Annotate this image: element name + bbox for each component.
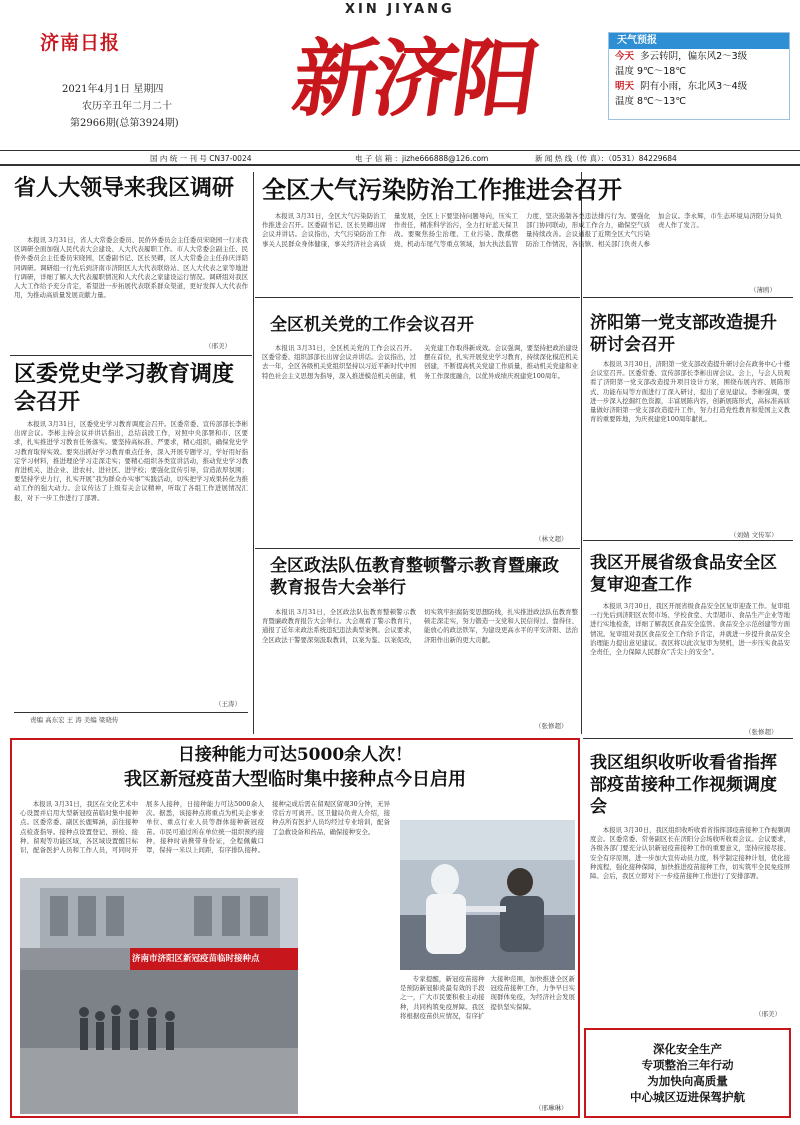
hotline: 新 闻 热 线（传 真）：（0531）84229684 xyxy=(535,154,677,163)
lead-headline: 全区大气污染防治工作推进会召开 xyxy=(262,175,622,204)
byline: （王涛） xyxy=(215,700,241,708)
teaser-line: 中心城区迈进保驾护航 xyxy=(630,1090,745,1104)
cn-number: 国 内 统 一 刊 号 CN37-0024 xyxy=(150,154,252,163)
weather-box xyxy=(608,32,790,120)
lead-body: 本报讯 3月31日，全区大气污染防治工作推进会召开。区委副书记、区长吴卿出席会议并讲话。会议指出，大气污染防治工作事关人民群众身体健康，事关经济社会高质量发展，全区上下要坚持问题导向，压实工作责任，精准科学治污，全力打好蓝天保卫战。要聚焦扬尘治理、工业污染、散煤燃烧、机动车尾气等重点领域，加大执法监管力度，坚决遏制各类违法排污行为。要强化部门协同联动，形成工作合力，确保空气质量持续改善。会议通报了近期全区大气污染防治工作情况，各街镇、相关部门负责人参加会议。李永辉，市生态环境局济阳分局负责人作了发言。 xyxy=(262,212,782,248)
teaser-line: 为加快向高质量 xyxy=(647,1074,728,1088)
teaser-box[interactable] xyxy=(584,1028,791,1118)
article-body-branch: 本报讯 3月30日，济阳第一党支部改造提升研讨会在政务中心十楼会议室召开。区委常委、宣传部部长李彬出席会议。会上，与会人员观看了济阳第一党支部改造提升项目设计方案，围绕布展内容、展陈形式、功能布局等方面进行了深入研讨，提出了意见建议。李彬强调，要进一步深入挖掘红色资源，丰富展陈内容，创新展陈形式，高标准高质量做好济阳第一党支部改造提升工作，努力打造党性教育和爱国主义教育的重要阵地，为庆祝建党100周年献礼。 xyxy=(590,360,790,424)
issue-date: 2021年4月1日 星期四 xyxy=(62,84,164,95)
divider xyxy=(10,355,252,356)
feature-title-1: 日接种能力可达5000余人次！ xyxy=(177,745,413,765)
editors-credit: 责编 高东宏 王 涛 美编 梁晓传 xyxy=(30,716,119,724)
article-title-organs: 全区机关党的工作会议召开 xyxy=(270,315,474,335)
article-body-vaccine-meeting: 本报讯 3月30日，我区组织收听收看省指挥部疫苗接种工作视频调度会。区委常委、常务副区长在济阳分会场收听收看会议。会议要求，各级各部门要充分认识新冠疫苗接种工作的重要意义，坚持应接尽接、安全有序原则，进一步加大宣传动员力度，科学制定接种计划，优化接种流程，强化接种保障，加快推进疫苗接种工作，切实筑牢全民免疫屏障。会后，我区立即对下一步疫苗接种工作进行了安排部署。 xyxy=(590,826,790,881)
tomorrow-desc: 阴有小雨，东北风3～4级 xyxy=(640,81,748,92)
divider xyxy=(255,297,580,298)
byline: （林文超） xyxy=(535,535,568,543)
today-label: 今天 xyxy=(615,51,635,62)
divider xyxy=(255,548,580,549)
logo-small: 济南日报 xyxy=(40,32,121,54)
email: 电 子 信 箱 ：jizhe666888@126.com xyxy=(355,154,489,163)
weather-tomorrow xyxy=(609,79,789,94)
byline: （薄鸥） xyxy=(750,286,776,294)
byline: （张修超） xyxy=(745,728,778,736)
weather-tomorrow-temp: 温度 8℃～13℃ xyxy=(615,96,686,107)
tomorrow-label: 明天 xyxy=(615,81,635,92)
weather-today xyxy=(609,49,789,64)
column-rule xyxy=(253,172,254,734)
photo-vaccination-illustration xyxy=(400,820,575,970)
divider xyxy=(14,712,248,713)
article-title-party-history: 区委党史学习教育调度会召开 xyxy=(14,361,235,415)
article-title-vaccine-meeting: 我区组织收听收看省指挥部疫苗接种工作视频调度会 xyxy=(590,753,777,817)
feature-title-2: 我区新冠疫苗大型临时集中接种点今日启用 xyxy=(124,769,466,790)
masthead-title: 新济阳 xyxy=(287,28,542,128)
article-body-food: 本报讯 3月30日，我区开展省级食品安全区复审迎查工作。复审组一行先后到济阳区农贸市场、学校食堂、大型超市、食品生产企业等地进行实地检查，详细了解我区食品安全监管、食品安全示范创建等方面情况。复审组对我区食品安全工作给予肯定，并就进一步提升食品安全治理能力提出意见建议。我区将以此次复审为契机，进一步压实食品安全责任，全力保障人民群众“舌尖上的安全”。 xyxy=(590,602,790,657)
today-desc: 多云转阴，偏东风2～3级 xyxy=(640,51,748,62)
photo-vaccination xyxy=(400,820,575,970)
photo-site-illustration xyxy=(20,878,298,1114)
feature-body-2: 专家提醒，新冠疫苗接种是预防新冠肺炎最有效的手段之一，广大市民要积极主动接种，共同构筑免疫屏障。我区将根据疫苗供应情况，有序扩大接种范围，加快推进全区新冠疫苗接种工作，力争早日实现群体免疫，为经济社会发展提供坚实保障。 xyxy=(400,975,575,1020)
byline: （邢琳琳） xyxy=(535,1104,568,1112)
article-title-law: 全区政法队伍教育整顿警示教育暨廉政教育报告大会举行 xyxy=(270,556,559,598)
info-bar xyxy=(0,150,800,166)
teaser-line: 专项整治三年行动 xyxy=(641,1058,734,1072)
byline: （邢美） xyxy=(755,1010,781,1018)
lunar-date: 农历辛丑年二月二十 xyxy=(82,101,172,112)
photo-site xyxy=(20,878,298,1114)
issue-number: 第2966期(总第3924期) xyxy=(70,118,179,129)
byline: （邢美） xyxy=(205,342,231,350)
byline: （张修超） xyxy=(535,722,568,730)
article-title-npc: 省人大领导来我区调研 xyxy=(14,175,235,201)
article-title-branch: 济阳第一党支部改造提升研讨会召开 xyxy=(590,313,777,355)
feature-body: 本报讯 3月31日，我区在文化艺术中心设置并启用大型新冠疫苗临时集中接种点。区委常委、副区长鹿辉涵，前往接种点检查指导。接种点设置登记、预检、接种、留观等功能区域，各区域设置醒目标识，配备医护人员和工作人员，可同时开展多人接种，日接种能力可达5000余人次。据悉，该接种点将重点为机关企事业单位、重点行业人员等群体接种新冠疫苗。市民可通过所在单位统一组织预约接种，接种时请携带身份证，全程佩戴口罩，保持一米以上间距，有序排队接种。接种完成后需在留观区留观30分钟，无异常后方可离开。区卫健局负责人介绍，接种点所有医护人员均经过专业培训，配备了急救设备和药品，确保接种安全。 xyxy=(20,800,390,855)
article-body-law: 本报讯 3月31日，全区政法队伍教育整顿警示教育暨廉政教育报告大会举行。大会观看了警示教育片，通报了近年来政法系统违纪违法典型案例。会议要求，全区政法干警要深刻汲取教训，以案为鉴、以案促改，切实筑牢拒腐防变思想防线，扎实推进政法队伍教育整顿走深走实，努力锻造一支党和人民信得过、靠得住、能放心的政法铁军，为建设更高水平的平安济阳、法治济阳作出新的更大贡献。 xyxy=(262,608,578,644)
article-body-party-history: 本报讯 3月31日，区委党史学习教育调度会召开。区委常委、宣传部部长李彬出席会议。李彬主持会议并讲话指出，总结前段工作，对照中央部署和市、区要求，扎实推进学习教育任务落实。要坚持高标准、严要求，精心组织，确保党史学习教育取得实效。要突出抓好学习教育重点任务，深入开展专题学习，学好用好指定学习材料，推进理论学习走深走实；要精心组织各类宣讲活动，推动党史学习教育进机关、进企业、进农村、进社区、进学校；要强化宣传引导，营造浓厚氛围；要坚持学史力行，扎实开展“我为群众办实事”实践活动，切实把学习成果转化为推动工作的强大动力。会议传达了上级有关会议精神，听取了各组工作进展情况汇报，对下一步工作进行了部署。 xyxy=(14,420,248,502)
weather-header: 天气预报 xyxy=(609,33,789,49)
divider xyxy=(583,297,793,298)
article-body-organs: 本报讯 3月31日，全区机关党的工作会议召开。区委常委、组织部部长出席会议并讲话。会议指出，过去一年，全区各级机关党组织坚持以习近平新时代中国特色社会主义思想为指导，深入推进模范机关创建，机关党建工作取得新成效。会议强调，要坚持把政治建设摆在首位，扎实开展党史学习教育，持续深化模范机关创建，不断提高机关党建工作质量，推动机关党建和业务工作深度融合，以优异成绩庆祝建党100周年。 xyxy=(262,344,578,380)
article-body-npc: 本报讯 3月31日，省人大常委会委员、民侨外委员会主任委员宋晓园一行来我区调研全面加强人民代表大会建设、人大代表履职工作。市人大常委会副主任、民侨外委员会主任委员宋晓园，区委副书记、区长吴卿，区人大常委会主任孙庆洋陪同调研。调研组一行先后到济南市济阳区人大代表联络站、区人大代表之家等地进行调研，详细了解人大代表履职情况和人大代表之家建设运行情况。调研组对我区人大工作给予充分肯定，希望进一步拓展代表联系群众渠道，更好发挥人大代表作用，为推动高质量发展贡献力量。 xyxy=(14,236,248,300)
photo-banner-text: 济南市济阳区新冠疫苗临时接种点 xyxy=(132,954,260,964)
teaser-line: 深化安全生产 xyxy=(653,1042,722,1056)
divider xyxy=(583,738,793,739)
masthead-pinyin: XIN JIYANG xyxy=(345,2,455,17)
article-title-food: 我区开展省级食品安全区复审迎查工作 xyxy=(590,553,777,595)
weather-today-temp: 温度 9℃～18℃ xyxy=(615,66,686,77)
byline: （刘婧 文传军） xyxy=(730,531,778,539)
